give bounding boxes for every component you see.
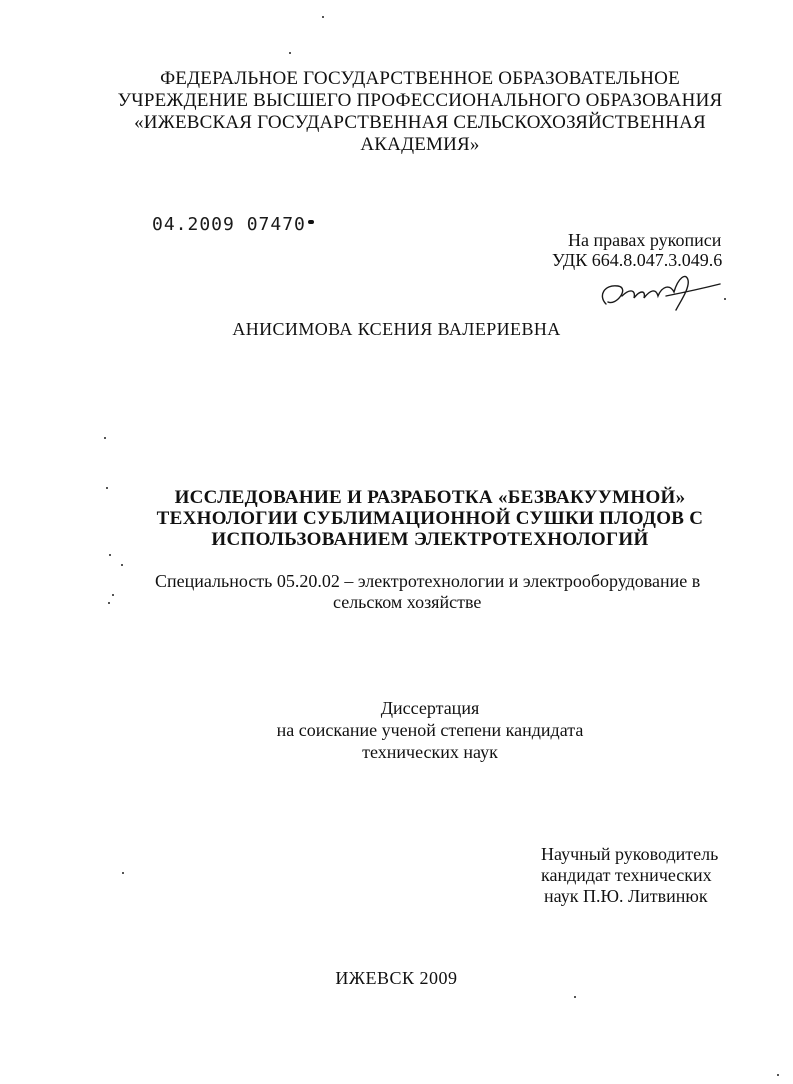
scan-speck xyxy=(121,564,123,566)
title-line: ТЕХНОЛОГИИ СУБЛИМАЦИОННОЙ СУШКИ ПЛОДОВ С xyxy=(156,508,704,529)
scan-speck xyxy=(289,52,291,54)
scan-speck xyxy=(574,996,576,998)
institution-name xyxy=(60,68,780,156)
scan-speck xyxy=(108,602,110,604)
institution-line: АКАДЕМИЯ» xyxy=(360,134,480,155)
degree-statement xyxy=(100,697,760,763)
institution-line: «ИЖЕВСКАЯ ГОСУДАРСТВЕННАЯ СЕЛЬСКОХОЗЯЙСТВЕННАЯ xyxy=(134,112,706,133)
rights-block xyxy=(552,230,782,270)
scan-speck xyxy=(112,594,114,596)
scan-speck xyxy=(122,872,124,874)
scan-speck xyxy=(724,298,726,300)
specialty-line: сельском хозяйстве xyxy=(333,592,482,612)
degree-line: технических наук xyxy=(362,742,498,762)
stamp-number: 04.2009 07470 xyxy=(152,214,306,235)
scan-speck xyxy=(104,437,106,439)
signature-icon xyxy=(596,266,726,316)
specialty xyxy=(80,571,793,613)
scan-speck xyxy=(109,554,111,556)
degree-line: на соискание ученой степени кандидата xyxy=(276,720,584,740)
title-line: ИССЛЕДОВАНИЕ И РАЗРАБОТКА «БЕЗВАКУУМНОЙ» xyxy=(174,487,686,508)
supervisor-line: Научный руководитель xyxy=(541,844,719,864)
supervisor-block xyxy=(541,844,781,907)
city-year: ИЖЕВСК 2009 xyxy=(335,968,458,988)
institution-line: ФЕДЕРАЛЬНОЕ ГОСУДАРСТВЕННОЕ ОБРАЗОВАТЕЛЬНОЕ xyxy=(160,68,680,89)
udc-code: УДК 664.8.047.3.049.6 xyxy=(552,250,723,270)
scan-speck xyxy=(777,1074,779,1076)
supervisor-line: наук П.Ю. Литвинюк xyxy=(544,886,708,906)
dissertation-title xyxy=(80,487,780,550)
institution-line: УЧРЕЖДЕНИЕ ВЫСШЕГО ПРОФЕССИОНАЛЬНОГО ОБРАЗОВАНИЯ xyxy=(117,90,723,111)
title-line: ИСПОЛЬЗОВАНИЕМ ЭЛЕКТРОТЕХНОЛОГИЙ xyxy=(211,529,649,550)
scan-speck xyxy=(322,16,324,18)
specialty-line: Специальность 05.20.02 – электротехнологии и электрооборудование в xyxy=(155,571,701,591)
manuscript-rights: На правах рукописи xyxy=(568,230,722,250)
supervisor-line: кандидат технических xyxy=(541,865,712,885)
author-name: АНИСИМОВА КСЕНИЯ ВАЛЕРИЕВНА xyxy=(232,319,561,339)
degree-line: Диссертация xyxy=(380,698,480,718)
scan-speck xyxy=(106,487,108,489)
stamp-mark-icon xyxy=(308,220,314,224)
archive-stamp xyxy=(152,214,314,235)
